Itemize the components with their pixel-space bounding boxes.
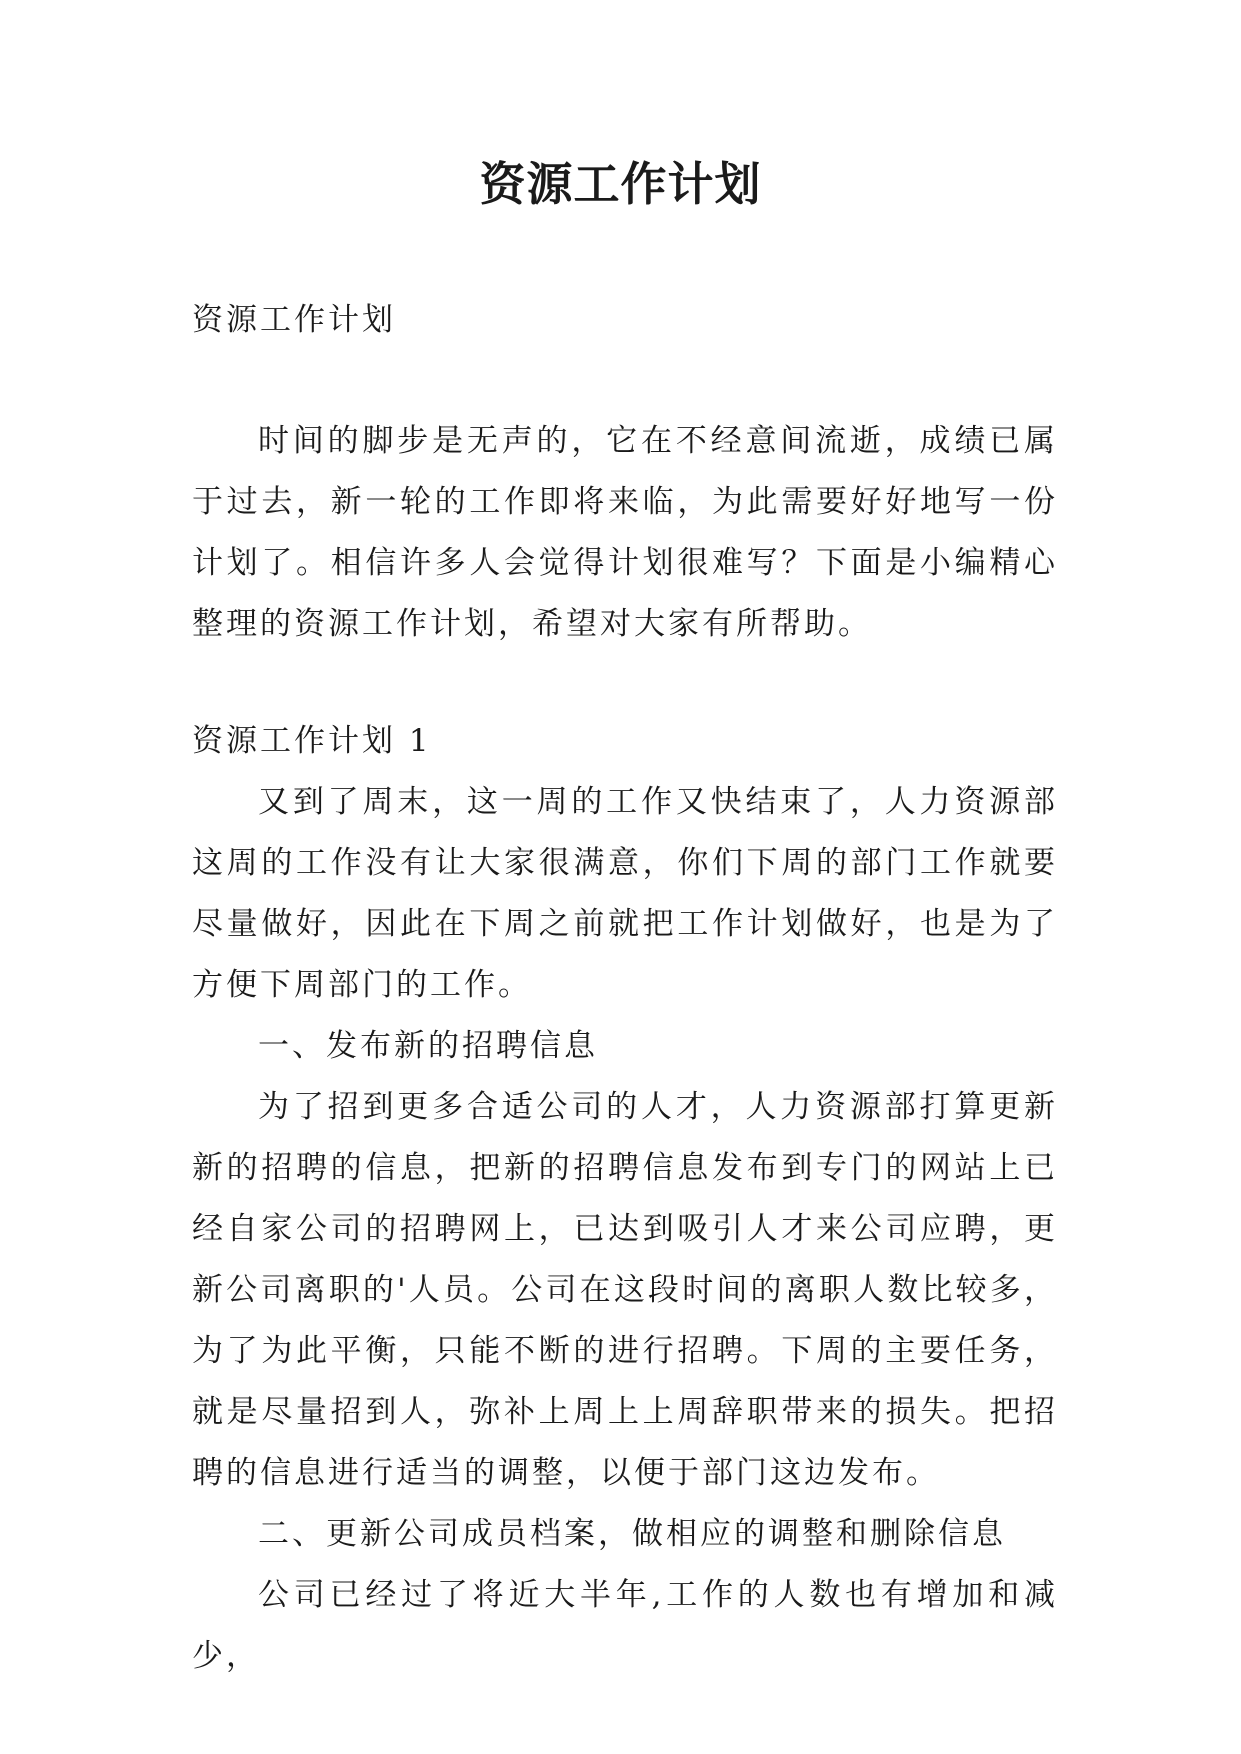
document-title: 资源工作计划 xyxy=(479,157,762,211)
item-heading-2: 二、更新公司成员档案，做相应的调整和删除信息 xyxy=(258,1516,1006,1552)
item-body-1: 为了招到更多合适公司的人才，人力资源部打算更新新的招聘的信息，把新的招聘信息发布到专门的网站上已经自家公司的招聘网上，已达到吸引人才来公司应聘，更新公司离职的'人员。公司在这段时间的离职人数比较多，为了为此平衡，只能不断的进行招聘。下周的主要任务，就是尽量招到人，弥补上周上上周辞职带来的损失。把招聘的信息进行适当的调整，以便于部门这边发布。 xyxy=(192,1089,1058,1491)
intro-paragraph: 时间的脚步是无声的，它在不经意间流逝，成绩已属于过去，新一轮的工作即将来临，为此需要好好地写一份计划了。相信许多人会觉得计划很难写？下面是小编精心整理的资源工作计划，希望对大家有所帮助。 xyxy=(192,423,1058,642)
document-body xyxy=(192,290,1058,1687)
item-heading-1: 一、发布新的招聘信息 xyxy=(258,1028,598,1064)
section-heading: 资源工作计划 1 xyxy=(192,723,432,759)
section-paragraph: 又到了周末，这一周的工作又快结束了，人力资源部这周的工作没有让大家很满意，你们下周的部门工作就要尽量做好，因此在下周之前就把工作计划做好，也是为了方便下周部门的工作。 xyxy=(192,784,1058,1003)
item-body-2: 公司已经过了将近大半年,工作的人数也有增加和减少， xyxy=(192,1577,1058,1674)
document-subtitle: 资源工作计划 xyxy=(192,302,396,338)
